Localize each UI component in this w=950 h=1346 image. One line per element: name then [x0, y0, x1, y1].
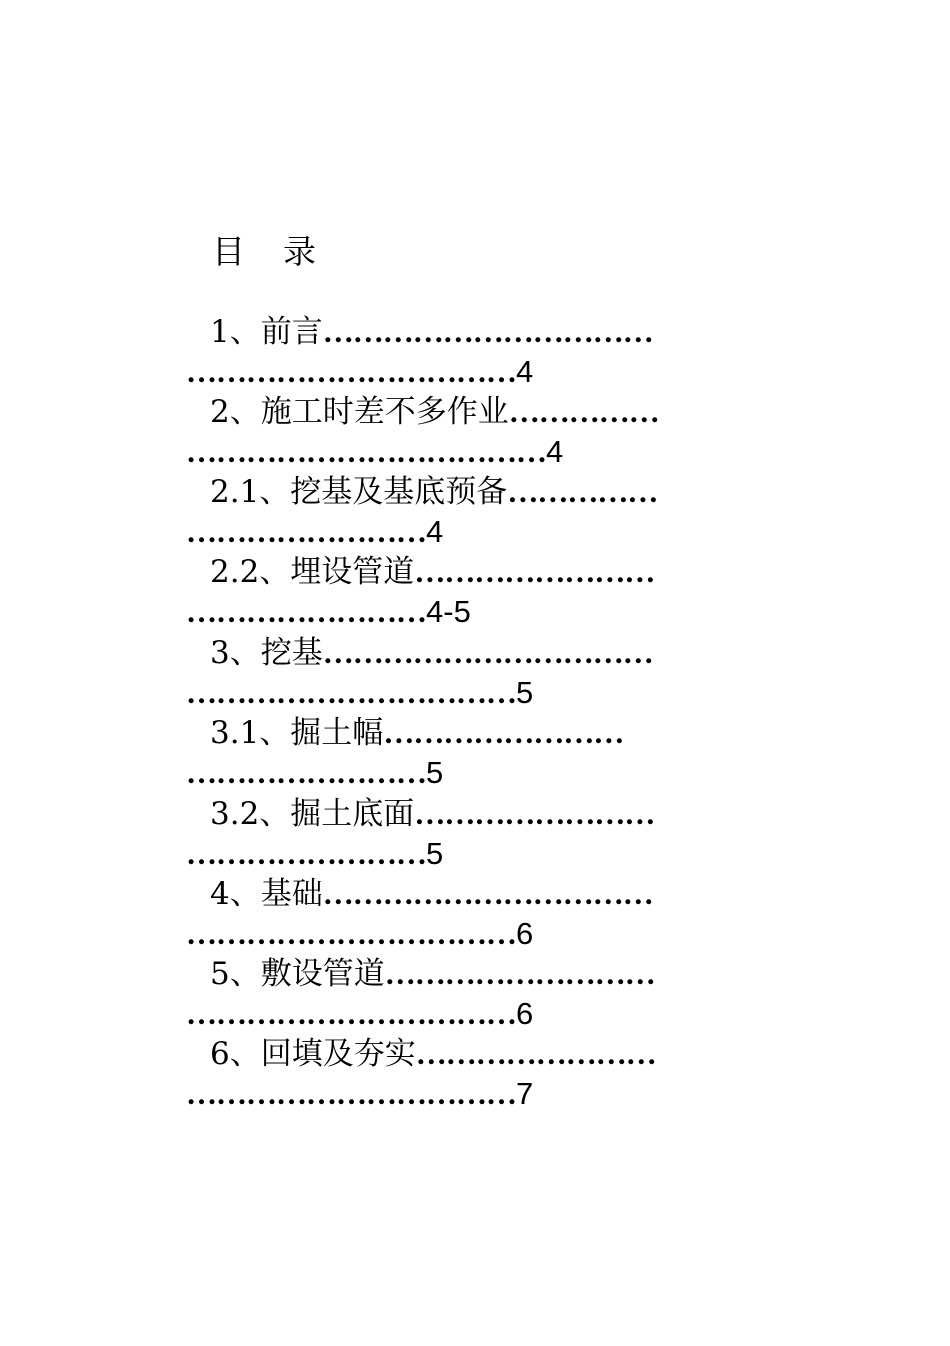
toc-entry[interactable]	[186, 954, 786, 1034]
toc-leader-dots: ……………………………	[322, 876, 653, 911]
toc-entry-label: 4、基础	[210, 876, 323, 912]
toc-page-number: 4	[546, 434, 564, 469]
toc-leader-dots: ……………………	[414, 796, 655, 831]
toc-leader-dots: ……………………	[186, 514, 426, 549]
toc-entry-label: 6、回填及夯实	[210, 1036, 416, 1072]
toc-leader-dots: ……………………………	[186, 996, 516, 1031]
toc-entry-label: 2.2、埋设管道	[210, 554, 415, 590]
toc-leader-dots: ……………	[508, 394, 659, 429]
toc-page-number: 6	[516, 916, 534, 951]
toc-leader-dots: ……………………………	[186, 1076, 516, 1111]
toc-entry[interactable]	[186, 713, 786, 793]
toc-entry-label: 2、施工时差不多作业	[210, 394, 509, 430]
toc-entry[interactable]	[186, 794, 786, 874]
toc-leader-dots: ……………………	[186, 755, 426, 790]
toc-leader-dots: ……………………	[415, 1036, 656, 1071]
toc-page-number: 7	[516, 1076, 534, 1111]
toc-page-number: 4	[426, 514, 444, 549]
toc-entry-label: 3、挖基	[210, 635, 323, 671]
toc-leader-dots: ………………………………	[186, 434, 546, 469]
toc-page-number: 6	[516, 996, 534, 1031]
toc-entry-label: 3.1、掘土幅	[210, 715, 384, 751]
toc-leader-dots: ……………………	[186, 594, 426, 629]
toc-title-right: 录	[283, 232, 316, 271]
toc-leader-dots: ……………………………	[186, 354, 516, 389]
toc-entry-label: 2.1、挖基及基底预备	[210, 474, 508, 510]
toc-entry[interactable]	[186, 874, 786, 954]
toc-entry[interactable]	[186, 472, 786, 552]
toc-leader-dots: ……………………………	[186, 916, 516, 951]
toc-leader-dots: ……………………………	[322, 314, 653, 349]
toc-leader-dots: ……………………	[383, 715, 624, 750]
toc-leader-dots: ……………………………	[186, 675, 516, 710]
toc-leader-dots: ………………………	[384, 956, 655, 991]
toc-page-number: 5	[516, 675, 534, 710]
toc-entry[interactable]	[186, 1034, 786, 1114]
toc-page-number: 4-5	[426, 594, 471, 629]
toc-entry-label: 5、敷设管道	[210, 956, 385, 992]
toc-title	[212, 226, 316, 273]
toc-leader-dots: ……………………	[186, 836, 426, 871]
toc-entry-label: 1、前言	[210, 314, 323, 350]
toc-leader-dots: ……………………………	[322, 635, 653, 670]
toc-entry[interactable]	[186, 633, 786, 713]
toc-leader-dots: ……………………	[414, 554, 655, 589]
toc-entry[interactable]	[186, 312, 786, 392]
toc-entry[interactable]	[186, 552, 786, 632]
toc-entry[interactable]	[186, 392, 786, 472]
toc-leader-dots: ……………	[507, 474, 658, 509]
toc-page-number: 5	[426, 836, 444, 871]
toc-entry-label: 3.2、掘土底面	[210, 796, 415, 832]
toc-title-left: 目	[212, 232, 245, 271]
toc-page-number: 4	[516, 354, 534, 389]
toc-page-number: 5	[426, 755, 444, 790]
